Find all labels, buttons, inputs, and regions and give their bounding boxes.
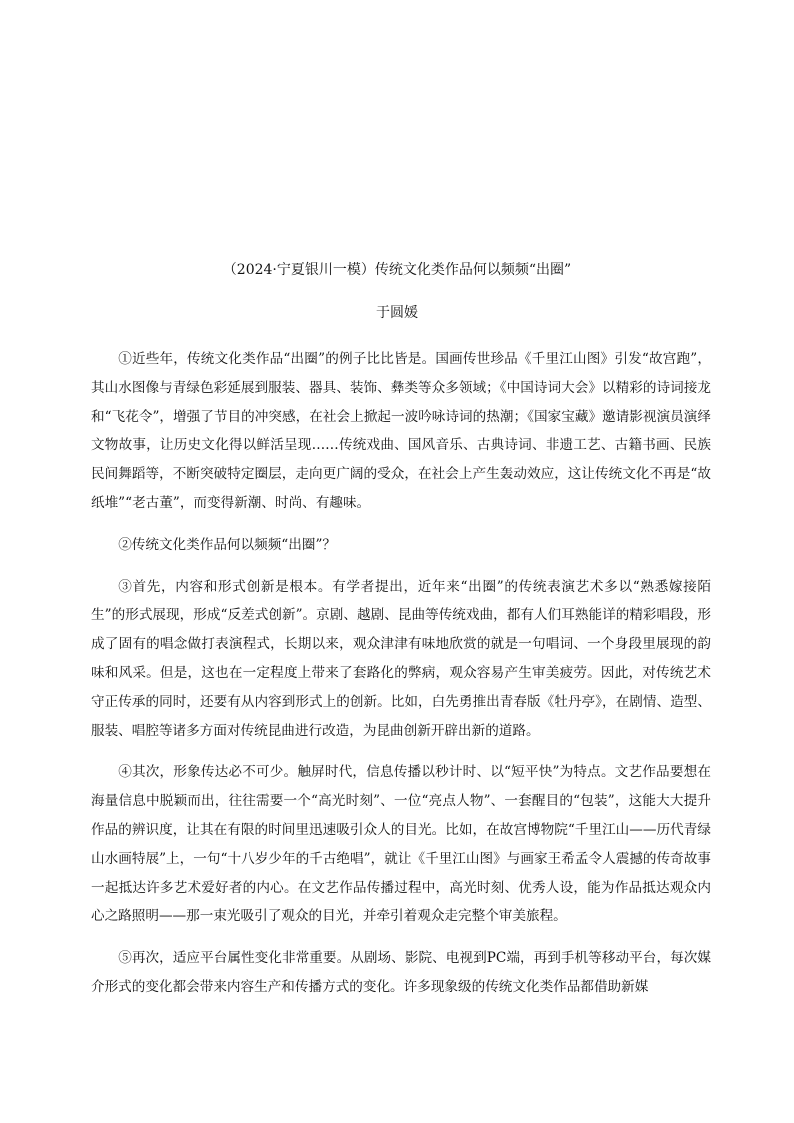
- article-body: [91, 345, 711, 1002]
- paragraph-1: ①近些年，传统文化类作品“出圈”的例子比比皆是。国画传世珍品《千里江山图》引发“故宫跑”，其山水图像与青绿色彩延展到服装、器具、装饰、彝类等众多领域；《中国诗词大会》以精彩的诗词接龙和“飞花令”，增强了节目的冲突感，在社会上掀起一波吟咏诗词的热潮；《国家宝藏》邀请影视演员演绎文物故事，让历史文化得以鲜活呈现……传统戏曲、国风音乐、古典诗词、非遗工艺、古籍书画、民族民间舞蹈等，不断突破特定圈层，走向更广阔的受众，在社会上产生轰动效应，这让传统文化不再是“故纸堆”“老古董”，而变得新潮、时尚、有趣味。: [91, 351, 711, 511]
- paragraph-5: ⑤再次，适应平台属性变化非常重要。从剧场、影院、电视到PC端，再到手机等移动平台，每次媒介形式的变化都会带来内容生产和传播方式的变化。许多现象级的传统文化类作品都借助新媒: [91, 950, 711, 995]
- paragraph-3: ③首先，内容和形式创新是根本。有学者提出，近年来“出圈”的传统表演艺术多以“熟悉嫁接陌生”的形式展现，形成“反差式创新”。京剧、越剧、昆曲等传统戏曲，都有人们耳熟能详的精彩唱段，形成了固有的唱念做打表演程式，长期以来，观众津津有味地欣赏的就是一句唱词、一个身段里展现的韵味和风采。但是，这也在一定程度上带来了套路化的弊病，观众容易产生审美疲劳。因此，对传统艺术守正传承的同时，还要有从内容到形式上的创新。比如，白先勇推出青春版《牡丹亭》，在剧情、造型、服装、唱腔等诸多方面对传统昆曲进行改造，为昆曲创新开辟出新的道路。: [91, 578, 711, 739]
- document-title: （2024·宁夏银川一模）传统文化类作品何以频频“出圈”: [222, 262, 572, 278]
- paragraph-2: ②传统文化类作品何以频频“出圈”？: [118, 536, 336, 553]
- paragraph-4: ④其次，形象传达必不可少。触屏时代，信息传播以秒计时、以“短平快”为特点。文艺作品要想在海量信息中脱颖而出，往往需要一个“高光时刻”、一位“亮点人物”、一套醒目的“包装”，这能大大提升作品的辨识度，让其在有限的时间里迅速吸引众人的目光。比如，在故宫博物院“千里江山——历代青绿山水画特展”上，一句“十八岁少年的千古绝唱”，就让《千里江山图》与画家王希孟令人震撼的传奇故事一起抵达许多艺术爱好者的内心。在文艺作品传播过程中，高光时刻、优秀人设，能为作品抵达观众内心之路照明——那一束光吸引了观众的目光，并牵引着观众走完整个审美旅程。: [91, 764, 711, 925]
- author-name: 于圆媛: [376, 305, 418, 321]
